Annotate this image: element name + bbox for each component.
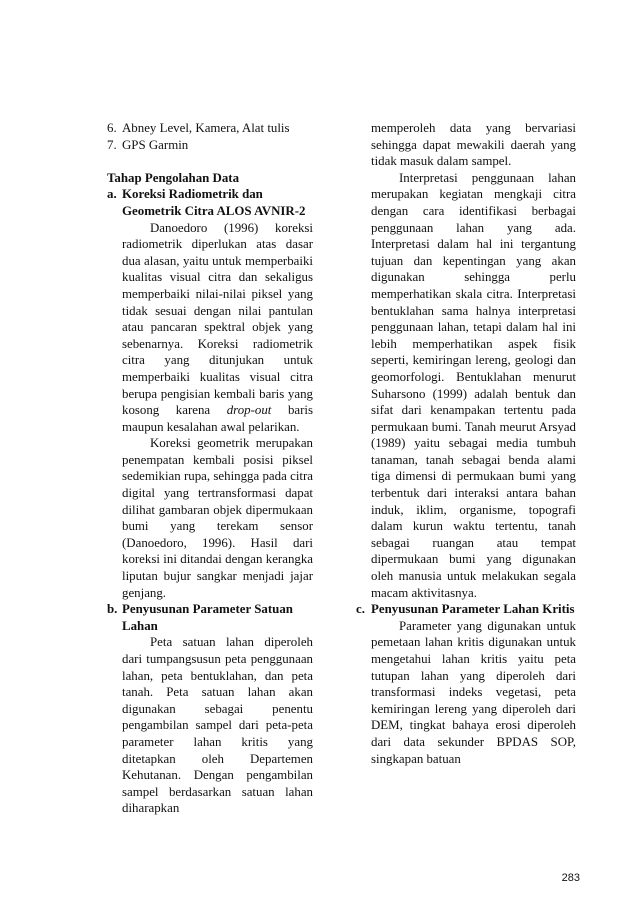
right-column [356, 120, 576, 767]
paragraph-geometric: Koreksi geometrik merupakan penempatan kembali posisi piksel sedemikian rupa, sehingga pada citra digital yang tertransformasi dapat dilihat gambaran objek dipermukaan bumi yang terekam sensor (Danoedoro, 1996). Hasil dari koreksi ini ditandai dengan kerangka liputan bujur sangkar menjadi jajar genjang. [122, 436, 313, 600]
page-number: 283 [561, 872, 580, 884]
subsection-label: b. [107, 602, 118, 617]
paragraph-critical-land: Parameter yang digunakan untuk pemetaan lahan kritis digunakan untuk mengetahui lahan kritis yaitu peta tutupan lahan yang diperoleh dari transformasi indeks vegetasi, peta kemiringan lereng yang diperoleh dari DEM, tingkat bahaya erosi diperoleh dari data sekunder BPDAS SOP, singkapan batuan [371, 618, 576, 766]
paragraph-continuation: memperoleh data yang bervariasi sehingga dapat mewakili daerah yang tidak masuk dalam sampel. [371, 121, 576, 169]
list-item [107, 137, 313, 154]
left-column [107, 120, 313, 817]
list-number: 6. [107, 121, 117, 135]
paragraph-radiometric [107, 220, 313, 436]
section-title: Tahap Pengolahan Data [107, 170, 240, 185]
paragraph-text: baris maupun kesalahan awal pelarikan. [122, 403, 313, 434]
subsection-heading-a [107, 186, 313, 219]
list-text: Abney Level, Kamera, Alat tulis [122, 121, 290, 135]
paragraph-land-unit: Peta satuan lahan diperoleh dari tumpangsusun peta penggunaan lahan, peta bentuklahan, dan peta tanah. Peta satuan lahan akan digunakan sebagai penentu pengambilan sampel dari peta-peta parameter lahan kritis yang ditetapkan oleh Departemen Kehutanan. Dengan pengambilan sampel berdasarkan satuan lahan diharapkan [122, 635, 313, 816]
subsection-label: c. [356, 602, 365, 617]
list-number: 7. [107, 137, 117, 152]
subsection-label: a. [107, 187, 117, 202]
subsection-title: Penyusunan Parameter Lahan Kritis [371, 602, 575, 617]
italic-term: drop-out [226, 403, 272, 418]
subsection-heading-b [107, 601, 313, 634]
list-item [107, 120, 313, 137]
list-text: GPS Garmin [122, 137, 189, 152]
subsection-title: Penyusunan Parameter Satuan Lahan [122, 602, 293, 633]
subsection-heading-c [356, 601, 576, 618]
paragraph-interpretation: Interpretasi penggunaan lahan merupakan kegiatan mengkaji citra dengan cara identifikasi berbagai penggunaan lahan yang ada. Interpretasi dalam hal ini tergantung tujuan dan kepentingan yang akan digunakan sehingga perlu memperhatikan skala citra. Interpretasi bentuklahan sama halnya interpretasi penggunaan lahan, tetapi dalam hal ini lebih memperhatikan aspek fisik seperti, kemiringan lereng, geologi dan geomorfologi. Bentuklahan menurut Suharsono (1999) adalah bentuk dan sifat dari kenampakan tertentu pada permukaan bumi. Tanah meurut Arsyad (1989) yaitu sebagai media tumbuh tanaman, tanah sebagai benda alami tiga dimensi di permukaan bumi yang terbentuk dari interaksi antara bahan induk, iklim, organisme, topografi dalam kurun waktu tertentu, tanah sebagai ruangan atau tempat dipermukaan bumi yang digunakan oleh manusia untuk melakukan segala macam aktivitasnya. [371, 170, 576, 600]
paragraph-text: Danoedoro (1996) koreksi radiometrik diperlukan atas dasar dua alasan, yaitu untuk memperbaiki kualitas visual citra dan sekaligus memperbaiki nilai-nilai piksel yang tidak sesuai dengan nilai pantulan atau pancaran spektral objek yang sebenarnya. Koreksi radiometrik citra yang ditunjukan untuk memperbaiki kualitas visual citra berupa pengisian kembali baris yang kosong karena [122, 220, 313, 418]
subsection-title: Koreksi Radiometrik dan Geometrik Citra ALOS AVNIR-2 [122, 187, 306, 218]
